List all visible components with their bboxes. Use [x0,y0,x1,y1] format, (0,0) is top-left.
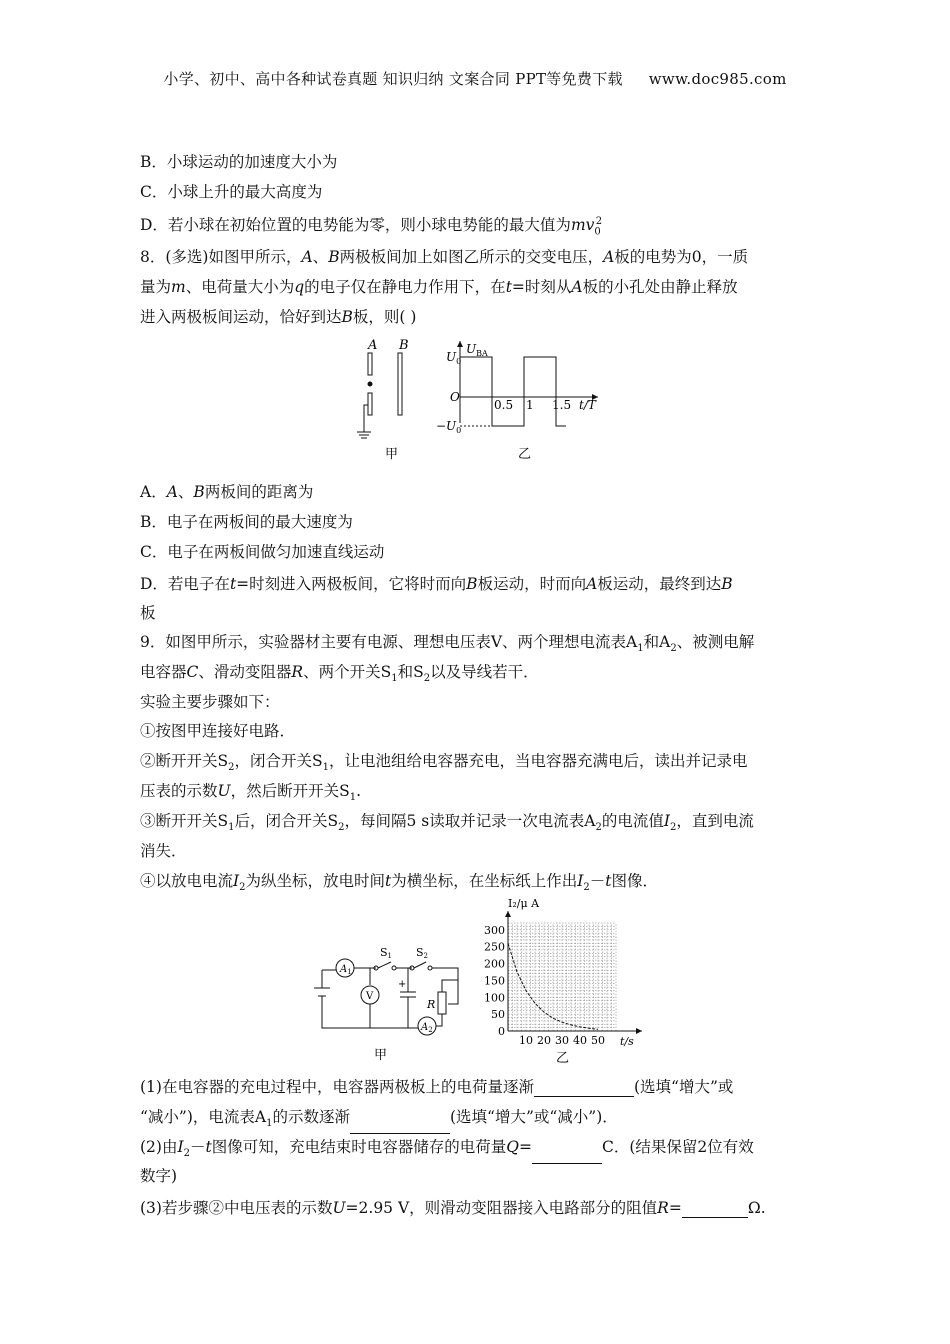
q8-voltage-graph [432,335,612,465]
fig-jia-label-9: 甲 [374,1048,388,1063]
q7-option-b: B．小球运动的加速度大小为 [140,153,338,171]
v-label: V [366,991,374,1002]
q9-part2-line2: 数字) [140,1167,178,1185]
plate-b-label: B [399,338,409,353]
tick-15: 1.5 [552,398,572,412]
plate-a-upper [368,353,372,375]
answer-blank-3[interactable] [532,1147,602,1164]
y-tick-label: 50 [491,1008,505,1022]
plate-a-label: A [368,338,378,353]
a1-label: $A_1$ [340,964,352,976]
q9-part2-line1: (2)由$I_2-t$图像可知，充电结束时电容器储存的电荷量Q= C．(结果保留2位有效 [140,1137,754,1164]
answer-blank-4[interactable] [682,1201,748,1218]
q8-option-d-cont: 板 [140,604,156,622]
discharge-curve [508,943,598,1029]
q8-stem-line1: 8．(多选)如图甲所示，A、B两极板间加上如图乙所示的交变电压，A板的电势为0，一质 [140,248,749,266]
uba-label: $U_{BA}$ [466,342,488,358]
square-wave [460,357,566,426]
q9-part1-line1: (1)在电容器的充电过程中，电容器两极板上的电荷量逐渐 (选填“增大”或 [140,1078,734,1096]
q9-step2-line2: 压表的示数U，然后断开开关$S_1$. [140,782,362,804]
q8-option-c: C．电子在两板间做匀加速直线运动 [140,543,385,561]
chart-ylabel: I₂/μ A [508,897,540,910]
q9-current-time-chart [470,895,650,1070]
answer-blank-1[interactable] [534,1080,634,1097]
switch-s2 [414,962,426,968]
q9-step4: ④以放电电流$I_2$为纵坐标，放电时间t为横坐标，在坐标纸上作出$I_2-t$图像． [140,872,659,894]
s2-label: S2 [416,946,429,960]
a2-label: $A_2$ [421,1022,433,1034]
q9-step3-line1: ③断开开关$S_1$后，闭合开关$S_2$，每间隔5 s读取并记录一次电流表$A_2$的电流值$I_2$，直到电流 [140,812,754,834]
plate-b [398,353,402,415]
wire-bottom [322,996,408,1028]
answer-blank-2[interactable] [350,1117,450,1134]
q8-option-d: D．若电子在t=时刻进入两极板间，它将时而向B板运动，时而向A板运动，最终到达B [140,575,733,593]
switch-s1 [378,962,391,968]
s1-label: S1 [380,946,393,960]
header-url: www.doc985.com [648,70,787,88]
q9-step3-line2: 消失． [140,842,187,860]
y-tick-label: 200 [484,957,505,971]
hole-dot [368,382,373,387]
q9-step2-line1: ②断开开关$S_2$，闭合开关$S_1$，让电池组给电容器充电，当电容器充满电后，读出并记录电 [140,752,748,774]
q9-stem-line2: 电容器C、滑动变阻器R、两个开关$S_1$和$S_2$以及导线若干． [140,663,539,685]
q8-stem-line2: 量为m、电荷量大小为q的电子仅在静电力作用下，在t=时刻从A板的小孔处由静止释放 [140,278,738,296]
q8-figure-plates [340,335,430,465]
q8-stem-line3: 进入两极板间运动，恰好到达B板，则( ) [140,308,417,326]
rheostat-r [438,992,446,1014]
x-tick-label: 30 [555,1034,569,1047]
q9-steps-title: 实验主要步骤如下： [140,693,280,711]
chart-xlabel: t/s [620,1035,634,1048]
y-tick-label: 0 [498,1025,505,1038]
chart-axes [484,911,642,1047]
page-header: 小学、初中、高中各种试卷真题 知识归纳 文案合同 PPT等免费下载 www.doc985.com [163,70,787,88]
x-tick-label: 20 [537,1034,551,1047]
x-tick-label: 40 [573,1034,587,1047]
x-axis-arrow [636,1028,642,1034]
q9-part3: (3)若步骤②中电压表的示数U=2.95 V，则滑动变阻器接入电路部分的阻值R= Ω. [140,1199,766,1217]
q9-step1: ①按图甲连接好电路． [140,722,296,740]
plus-label: + [398,979,407,990]
fig-yi-label: 乙 [518,447,532,462]
tick-05: 0.5 [494,398,514,412]
y-tick-label: 150 [484,974,505,988]
x-tick-label: 50 [591,1034,605,1047]
t-axis-label: t/T [579,398,596,412]
tick-1: 1 [526,398,534,412]
plate-a-lower [368,393,372,415]
neg-u0-label: $-U_0$ [436,419,462,435]
q7-option-c: C．小球上升的最大高度为 [140,183,323,201]
q7-option-d: D．若小球在初始位置的电势能为零，则小球电势能的最大值为$mv_0^2$ [140,216,603,238]
chart-grid [508,923,616,1031]
u0-label: $U_0$ [446,350,462,366]
y-axis-arrow [505,911,511,917]
y-tick-label: 300 [484,923,505,937]
q9-stem-line1: 9．如图甲所示，实验器材主要有电源、理想电压表V、两个理想电流表$A_1$和$A_2$、被测电解 [140,633,755,655]
ground-wire [364,405,368,432]
q8-option-a: A．A、B两板间的距离为 [140,483,314,501]
fig-yi-label-9: 乙 [556,1051,570,1066]
origin-label: O [450,390,460,404]
x-tick-label: 10 [519,1034,533,1047]
q8-option-b: B．电子在两板间的最大速度为 [140,513,353,531]
y-tick-label: 250 [484,940,505,954]
fig-jia-label: 甲 [385,447,399,462]
r-label: R [427,998,436,1011]
q9-circuit-diagram [308,940,468,1065]
y-tick-label: 100 [484,991,505,1005]
q9-part1-line2: “减小”)，电流表$A_1$的示数逐渐 (选填“增大”或“减小”)． [140,1107,618,1134]
